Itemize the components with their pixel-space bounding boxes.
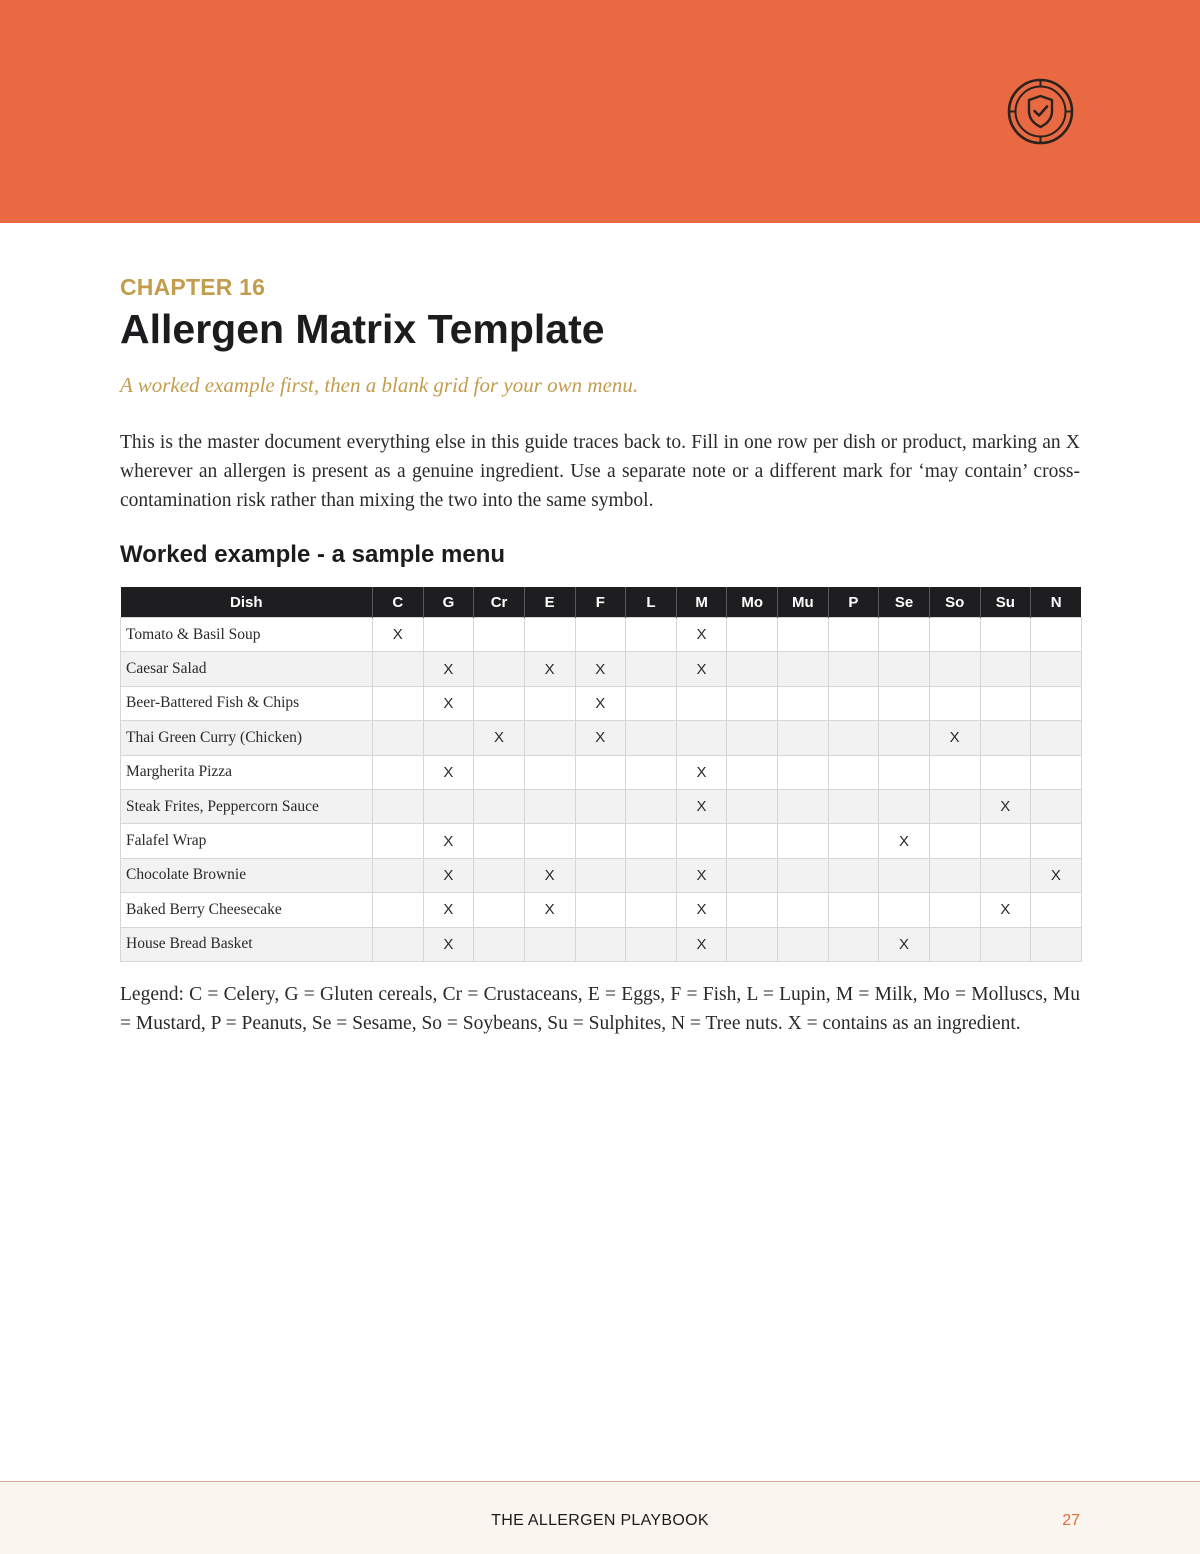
allergen-cell xyxy=(778,893,829,927)
allergen-cell xyxy=(929,789,980,823)
allergen-cell xyxy=(929,927,980,961)
allergen-cell xyxy=(727,652,778,686)
allergen-cell xyxy=(929,858,980,892)
dish-cell: Margherita Pizza xyxy=(121,755,373,789)
page-footer xyxy=(0,1481,1200,1554)
allergen-cell xyxy=(828,789,879,823)
table-row xyxy=(121,927,1082,961)
chapter-label: CHAPTER 16 xyxy=(120,274,266,300)
allergen-cell xyxy=(727,686,778,720)
allergen-cell xyxy=(980,686,1031,720)
allergen-cell xyxy=(423,721,474,755)
allergen-cell xyxy=(373,789,424,823)
column-header: Dish xyxy=(121,587,373,618)
allergen-cell xyxy=(980,721,1031,755)
allergen-cell: X xyxy=(423,755,474,789)
allergen-cell: X xyxy=(676,755,727,789)
allergen-cell xyxy=(1031,652,1082,686)
dish-cell: Baked Berry Cheesecake xyxy=(121,893,373,927)
allergen-cell xyxy=(1031,927,1082,961)
legend-paragraph: Legend: C = Celery, G = Gluten cereals, Cr = Crustaceans, E = Eggs, F = Fish, L = Lupin, M = Milk, Mo = Molluscs, Mu = Mustard, P = Peanuts, Se = Sesame, So = Soybeans, Su = Sulphites, N = Tree nuts. X = contains as an ingredient. xyxy=(120,984,1080,1034)
allergen-cell xyxy=(929,755,980,789)
allergen-cell xyxy=(727,721,778,755)
allergen-cell xyxy=(524,721,575,755)
allergen-cell xyxy=(1031,755,1082,789)
allergen-cell xyxy=(828,824,879,858)
table-row xyxy=(121,686,1082,720)
allergen-cell: X xyxy=(980,893,1031,927)
column-header: So xyxy=(929,587,980,618)
allergen-cell: X xyxy=(879,824,930,858)
allergen-cell xyxy=(929,652,980,686)
allergen-cell xyxy=(929,824,980,858)
allergen-cell: X xyxy=(575,686,626,720)
allergen-cell xyxy=(778,927,829,961)
allergen-cell xyxy=(980,858,1031,892)
header-banner xyxy=(0,0,1200,223)
column-header: M xyxy=(676,587,727,618)
allergen-cell xyxy=(474,927,525,961)
column-header: L xyxy=(626,587,677,618)
allergen-cell: X xyxy=(423,927,474,961)
allergen-cell xyxy=(828,686,879,720)
table-row xyxy=(121,755,1082,789)
allergen-cell xyxy=(626,824,677,858)
allergen-cell xyxy=(373,686,424,720)
column-header: Su xyxy=(980,587,1031,618)
allergen-cell: X xyxy=(676,858,727,892)
allergen-cell xyxy=(474,824,525,858)
allergen-cell xyxy=(524,789,575,823)
allergen-cell xyxy=(828,893,879,927)
allergen-cell xyxy=(879,858,930,892)
allergen-cell: X xyxy=(575,721,626,755)
allergen-cell xyxy=(980,824,1031,858)
allergen-cell: X xyxy=(879,927,930,961)
table-row xyxy=(121,858,1082,892)
dish-cell: Beer-Battered Fish & Chips xyxy=(121,686,373,720)
allergen-cell xyxy=(524,755,575,789)
matrix-header-row xyxy=(121,587,1082,618)
intro-paragraph: This is the master document everything else in this guide traces back to. Fill in one row per dish or product, marking an X wherever an allergen is present as a genuine ingredient. Use a separate note or a different mark for ‘may contain’ cross-contamination risk rather than mixing the two into the same symbol. xyxy=(120,432,1080,511)
dish-cell: Caesar Salad xyxy=(121,652,373,686)
allergen-cell xyxy=(828,927,879,961)
table-row xyxy=(121,618,1082,652)
allergen-cell xyxy=(778,652,829,686)
allergen-cell xyxy=(524,618,575,652)
allergen-cell: X xyxy=(575,652,626,686)
allergen-cell xyxy=(980,927,1031,961)
shield-check-icon xyxy=(1007,78,1074,145)
allergen-cell xyxy=(676,721,727,755)
allergen-cell xyxy=(778,618,829,652)
allergen-cell xyxy=(879,755,930,789)
allergen-cell xyxy=(1031,618,1082,652)
allergen-cell xyxy=(879,721,930,755)
allergen-cell xyxy=(727,893,778,927)
allergen-cell xyxy=(778,755,829,789)
allergen-cell xyxy=(980,652,1031,686)
dish-cell: Tomato & Basil Soup xyxy=(121,618,373,652)
allergen-cell xyxy=(1031,824,1082,858)
allergen-cell xyxy=(778,721,829,755)
allergen-cell xyxy=(423,618,474,652)
allergen-cell xyxy=(778,824,829,858)
allergen-cell: X xyxy=(423,824,474,858)
allergen-cell xyxy=(1031,721,1082,755)
column-header: Mu xyxy=(778,587,829,618)
allergen-cell xyxy=(373,858,424,892)
allergen-cell xyxy=(879,686,930,720)
column-header: Mo xyxy=(727,587,778,618)
allergen-cell xyxy=(1031,789,1082,823)
allergen-cell xyxy=(373,755,424,789)
allergen-cell xyxy=(474,686,525,720)
allergen-cell xyxy=(575,858,626,892)
allergen-cell xyxy=(778,686,829,720)
column-header: F xyxy=(575,587,626,618)
allergen-matrix-table xyxy=(120,587,1082,962)
allergen-cell xyxy=(929,686,980,720)
column-header: N xyxy=(1031,587,1082,618)
allergen-cell xyxy=(879,789,930,823)
allergen-cell xyxy=(373,721,424,755)
allergen-cell: X xyxy=(524,652,575,686)
allergen-cell: X xyxy=(524,893,575,927)
allergen-cell: X xyxy=(676,893,727,927)
allergen-cell: X xyxy=(676,927,727,961)
allergen-cell xyxy=(727,755,778,789)
allergen-cell xyxy=(575,755,626,789)
allergen-cell xyxy=(524,686,575,720)
allergen-cell xyxy=(474,652,525,686)
allergen-cell xyxy=(575,618,626,652)
page-title: Allergen Matrix Template xyxy=(120,306,605,352)
allergen-cell xyxy=(929,893,980,927)
page-number: 27 xyxy=(1062,1512,1080,1529)
allergen-cell xyxy=(727,789,778,823)
allergen-cell xyxy=(626,755,677,789)
allergen-cell xyxy=(373,652,424,686)
footer-title: THE ALLERGEN PLAYBOOK xyxy=(491,1512,709,1529)
allergen-cell xyxy=(676,686,727,720)
allergen-cell xyxy=(929,618,980,652)
allergen-cell: X xyxy=(929,721,980,755)
allergen-cell xyxy=(828,755,879,789)
allergen-cell xyxy=(474,858,525,892)
table-row xyxy=(121,789,1082,823)
dish-cell: House Bread Basket xyxy=(121,927,373,961)
allergen-cell: X xyxy=(524,858,575,892)
allergen-cell xyxy=(626,652,677,686)
allergen-cell: X xyxy=(676,652,727,686)
allergen-cell xyxy=(828,858,879,892)
allergen-cell xyxy=(575,927,626,961)
allergen-cell: X xyxy=(423,652,474,686)
allergen-cell xyxy=(676,824,727,858)
table-row xyxy=(121,893,1082,927)
allergen-cell xyxy=(626,893,677,927)
allergen-cell: X xyxy=(676,618,727,652)
allergen-cell xyxy=(626,927,677,961)
table-row xyxy=(121,721,1082,755)
allergen-cell xyxy=(879,618,930,652)
column-header: P xyxy=(828,587,879,618)
column-header: C xyxy=(373,587,424,618)
allergen-cell xyxy=(626,721,677,755)
allergen-cell xyxy=(423,789,474,823)
allergen-cell xyxy=(626,618,677,652)
column-header: E xyxy=(524,587,575,618)
allergen-cell xyxy=(980,618,1031,652)
allergen-cell xyxy=(626,686,677,720)
allergen-cell: X xyxy=(423,686,474,720)
allergen-cell xyxy=(373,927,424,961)
allergen-cell: X xyxy=(676,789,727,823)
allergen-cell xyxy=(575,789,626,823)
allergen-cell xyxy=(778,789,829,823)
allergen-cell xyxy=(575,893,626,927)
allergen-cell: X xyxy=(1031,858,1082,892)
allergen-cell xyxy=(879,652,930,686)
allergen-cell: X xyxy=(373,618,424,652)
matrix-body xyxy=(121,618,1082,962)
allergen-cell xyxy=(524,824,575,858)
allergen-cell xyxy=(474,755,525,789)
allergen-cell xyxy=(1031,686,1082,720)
allergen-cell xyxy=(727,618,778,652)
allergen-cell xyxy=(828,652,879,686)
allergen-cell xyxy=(626,789,677,823)
allergen-cell xyxy=(373,824,424,858)
dish-cell: Steak Frites, Peppercorn Sauce xyxy=(121,789,373,823)
allergen-cell xyxy=(727,858,778,892)
column-header: Cr xyxy=(474,587,525,618)
dish-cell: Chocolate Brownie xyxy=(121,858,373,892)
allergen-cell xyxy=(879,893,930,927)
allergen-cell: X xyxy=(474,721,525,755)
column-header: G xyxy=(423,587,474,618)
allergen-cell xyxy=(727,824,778,858)
section-title: Worked example - a sample menu xyxy=(120,541,506,568)
allergen-cell xyxy=(980,755,1031,789)
allergen-cell xyxy=(727,927,778,961)
allergen-cell xyxy=(474,893,525,927)
allergen-cell xyxy=(828,618,879,652)
allergen-cell xyxy=(373,893,424,927)
allergen-cell xyxy=(575,824,626,858)
allergen-cell: X xyxy=(423,858,474,892)
table-row xyxy=(121,824,1082,858)
allergen-cell xyxy=(828,721,879,755)
dish-cell: Thai Green Curry (Chicken) xyxy=(121,721,373,755)
allergen-cell xyxy=(1031,893,1082,927)
dish-cell: Falafel Wrap xyxy=(121,824,373,858)
allergen-cell: X xyxy=(980,789,1031,823)
allergen-cell: X xyxy=(423,893,474,927)
column-header: Se xyxy=(879,587,930,618)
allergen-cell xyxy=(626,858,677,892)
allergen-cell xyxy=(778,858,829,892)
allergen-cell xyxy=(524,927,575,961)
page-subtitle: A worked example first, then a blank grid for your own menu. xyxy=(120,373,639,397)
table-row xyxy=(121,652,1082,686)
allergen-cell xyxy=(474,618,525,652)
allergen-cell xyxy=(474,789,525,823)
